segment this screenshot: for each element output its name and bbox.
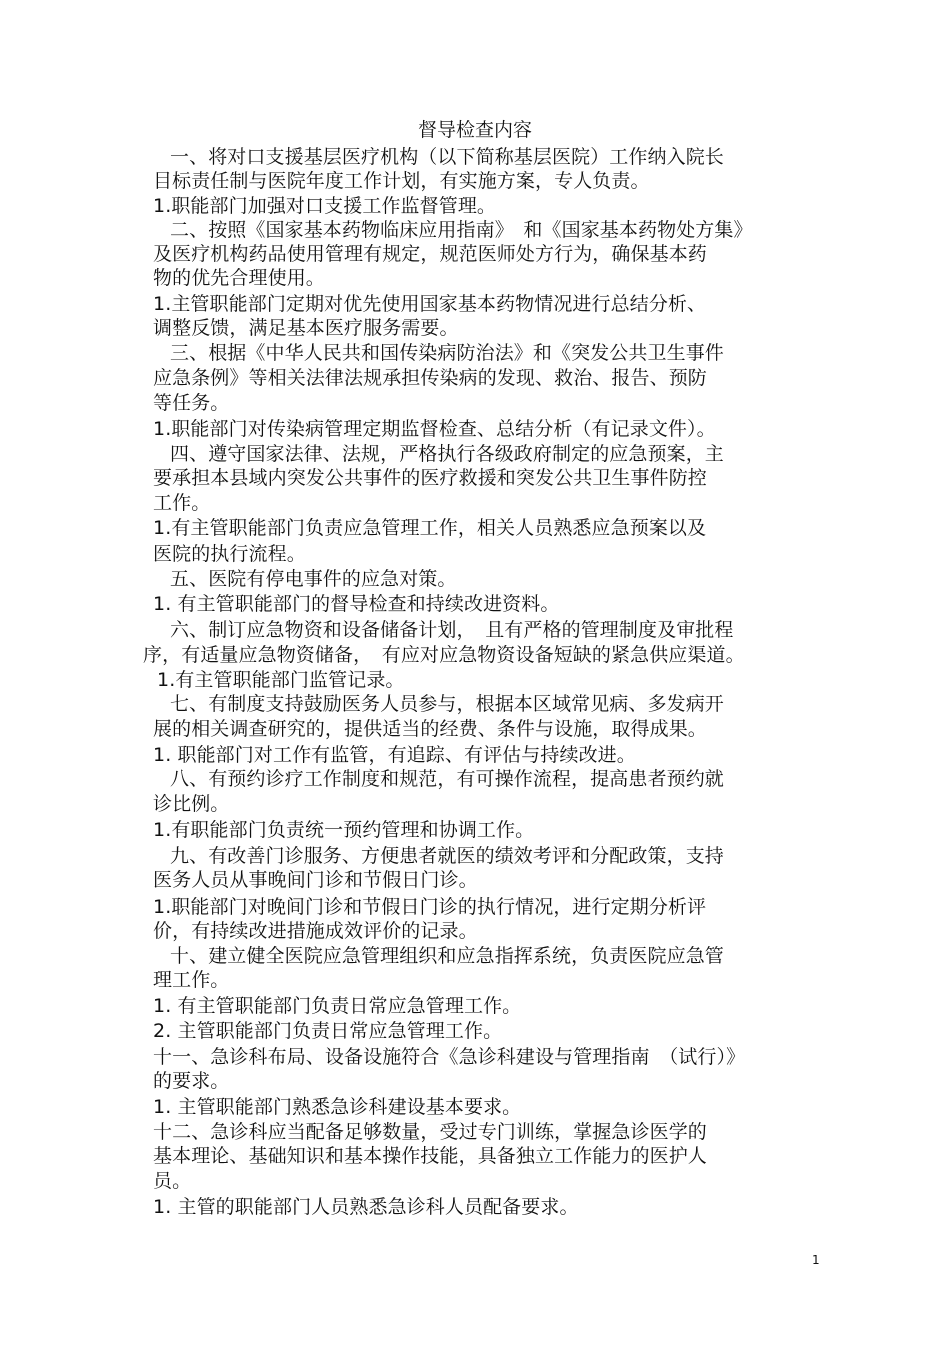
text-line: 的要求。 xyxy=(153,1070,230,1092)
text-line: 及医疗机构药品使用管理有规定，规范医师处方行为，确保基本药 xyxy=(153,243,707,265)
text-line: 诊比例。 xyxy=(153,793,230,815)
text-line: 十二、急诊科应当配备足够数量，受过专门训练，掌握急诊医学的 xyxy=(153,1121,707,1143)
document-title: 督导检查内容 xyxy=(417,119,532,141)
text-line: 基本理论、基础知识和基本操作技能，具备独立工作能力的医护人 xyxy=(153,1145,707,1167)
text-line: 一、将对口支援基层医疗机构（以下简称基层医院）工作纳入院长 xyxy=(170,146,724,168)
text-line: 六、制订应急物资和设备储备计划， 且有严格的管理制度及审批程 xyxy=(170,619,734,641)
page-number: 1 xyxy=(812,1253,820,1267)
text-line: 1.职能部门加强对口支援工作监督管理。 xyxy=(153,195,497,217)
text-line: 目标责任制与医院年度工作计划，有实施方案，专人负责。 xyxy=(153,170,650,192)
text-line: 十一、急诊科布局、设备设施符合《急诊科建设与管理指南 （试行）》 xyxy=(153,1046,746,1068)
text-line: 价，有持续改进措施成效评价的记录。 xyxy=(153,920,478,942)
text-line: 医院的执行流程。 xyxy=(153,543,306,565)
text-line: 员。 xyxy=(153,1170,192,1192)
text-line: 八、有预约诊疗工作制度和规范，有可操作流程，提高患者预约就 xyxy=(170,768,724,790)
text-line: 理工作。 xyxy=(153,969,230,991)
text-line: 九、有改善门诊服务、方便患者就医的绩效考评和分配政策，支持 xyxy=(170,845,724,867)
text-line: 1.有主管职能部门监管记录。 xyxy=(157,669,405,691)
text-line: 2. 主管职能部门负责日常应急管理工作。 xyxy=(153,1020,503,1042)
text-line: 1. 职能部门对工作有监管，有追踪、有评估与持续改进。 xyxy=(153,744,636,766)
text-line: 十、建立健全医院应急管理组织和应急指挥系统，负责医院应急管 xyxy=(170,945,724,967)
text-line: 工作。 xyxy=(153,492,211,514)
text-line: 1. 主管的职能部门人员熟悉急诊科人员配备要求。 xyxy=(153,1196,579,1218)
text-line: 五、医院有停电事件的应急对策。 xyxy=(170,568,457,590)
text-line: 1.主管职能部门定期对优先使用国家基本药物情况进行总结分析、 xyxy=(153,293,707,315)
text-line: 医务人员从事晚间门诊和节假日门诊。 xyxy=(153,869,478,891)
text-line: 1. 主管职能部门熟悉急诊科建设基本要求。 xyxy=(153,1096,522,1118)
text-line: 1.职能部门对传染病管理定期监督检查、总结分析（有记录文件）。 xyxy=(153,418,716,440)
text-line: 1.职能部门对晚间门诊和节假日门诊的执行情况，进行定期分析评 xyxy=(153,896,707,918)
text-line: 1. 有主管职能部门的督导检查和持续改进资料。 xyxy=(153,593,560,615)
text-line: 要承担本县域内突发公共事件的医疗救援和突发公共卫生事件防控 xyxy=(153,467,707,489)
text-line: 调整反馈，满足基本医疗服务需要。 xyxy=(153,317,459,339)
text-line: 1. 有主管职能部门负责日常应急管理工作。 xyxy=(153,995,522,1017)
text-line: 七、有制度支持鼓励医务人员参与，根据本区域常见病、多发病开 xyxy=(170,693,724,715)
text-line: 1.有主管职能部门负责应急管理工作，相关人员熟悉应急预案以及 xyxy=(153,517,707,539)
text-line: 1.有职能部门负责统一预约管理和协调工作。 xyxy=(153,819,535,841)
text-line: 物的优先合理使用。 xyxy=(153,267,325,289)
text-line: 展的相关调查研究的，提供适当的经费、条件与设施，取得成果。 xyxy=(153,718,707,740)
text-line: 四、遵守国家法律、法规，严格执行各级政府制定的应急预案，主 xyxy=(170,443,724,465)
text-line: 三、根据《中华人民共和国传染病防治法》和《突发公共卫生事件 xyxy=(170,342,724,364)
text-line: 序，有适量应急物资储备， 有应对应急物资设备短缺的紧急供应渠道。 xyxy=(143,644,745,666)
text-line: 等任务。 xyxy=(153,392,230,414)
text-line: 应急条例》等相关法律法规承担传染病的发现、救治、报告、预防 xyxy=(153,367,707,389)
text-line: 二、按照《国家基本药物临床应用指南》 和《国家基本药物处方集》 xyxy=(170,219,753,241)
